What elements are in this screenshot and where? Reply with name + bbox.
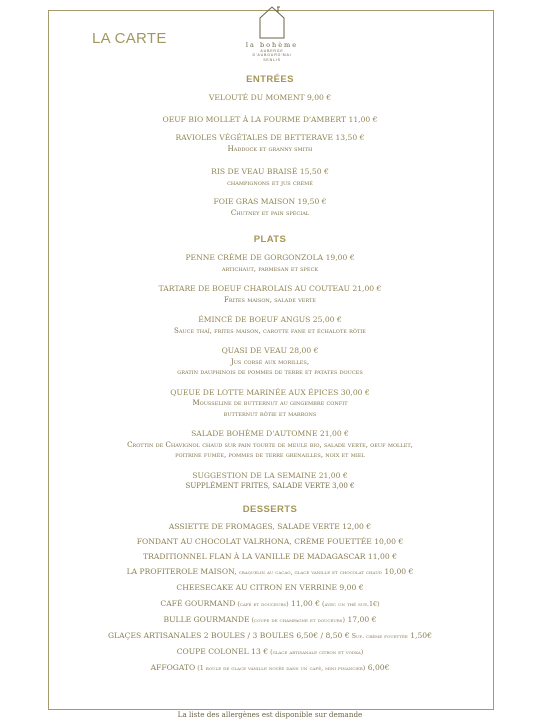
menu-item xyxy=(0,471,540,492)
section-title-desserts: DESSERTS xyxy=(242,503,298,515)
dessert-name: GLAÇES ARTISANALES 2 BOULES / 3 BOULES 6,50€ / 8,50 € xyxy=(108,630,350,640)
menu-item-description: Chutney et pain spécial xyxy=(230,208,310,217)
dessert-price: 1,50€ xyxy=(407,630,432,640)
dessert-name: CAFÉ GOURMAND xyxy=(160,598,236,608)
logo-city: SENLIS xyxy=(263,57,281,62)
menu-item-name: QUEUE DE LOTTE MARINÉE AUX ÉPICES 30,00 € xyxy=(170,387,370,397)
dessert-item xyxy=(0,660,540,676)
menu-item xyxy=(0,429,540,461)
menu-item-name: FOIE GRAS MAISON 19,50 € xyxy=(213,197,327,206)
logo-name: la bohème xyxy=(245,41,299,49)
menu-item xyxy=(0,346,540,378)
dessert-name: BULLE GOURMANDE xyxy=(163,614,250,624)
menu-item-name: ÉMINCÉ DE BOEUF ANGUS 25,00 € xyxy=(198,315,342,324)
menu-item xyxy=(0,167,540,188)
dessert-item xyxy=(0,596,540,612)
dessert-item xyxy=(0,519,540,534)
dessert-price: 10,00 € xyxy=(381,567,414,577)
dessert-price: 17,00 € xyxy=(345,614,377,624)
dessert-item xyxy=(0,612,540,628)
menu-item-description: butternut rôtie et marrons xyxy=(223,409,317,418)
menu-content xyxy=(0,70,540,677)
menu-item-description: Haddock et granny smith xyxy=(227,144,313,153)
dessert-name: TRADITIONNEL FLAN À LA VANILLE DE MADAGASCAR 11,00 € xyxy=(143,551,397,561)
menu-item-description: champignons et jus crémé xyxy=(227,178,313,187)
plats-list xyxy=(0,253,540,492)
menu-item xyxy=(0,253,540,274)
dessert-detail: (1 boule de glace vanille noyée dans un café, mini financier) xyxy=(195,664,366,673)
dessert-detail: (glace artisanale citron et vodka) xyxy=(268,648,364,657)
house-icon xyxy=(257,4,287,40)
menu-item-description: Crottin de Chavignol chaud sur pain tourte de meule bio, salade verte, oeuf mollet, xyxy=(127,440,413,449)
menu-item-description: Frites maison, salade verte xyxy=(223,295,317,304)
dessert-item xyxy=(0,644,540,660)
dessert-detail: (coupe de champagne et douceurs) xyxy=(249,615,346,624)
menu-item xyxy=(0,284,540,305)
desserts-list xyxy=(0,519,540,677)
menu-item-description: Sauce thaï, frites maison, carotte fane et échalote rôtie xyxy=(174,326,366,335)
dessert-name: ASSIETTE DE FROMAGES, SALADE VERTE 12,00 € xyxy=(168,521,372,531)
dessert-name: CHEESECAKE AU CITRON EN VERRINE 9,00 € xyxy=(176,583,364,593)
menu-item-name: SALADE BOHÈME D'AUTOMNE 21,00 € xyxy=(191,429,349,438)
allergen-note: La liste des allergènes est disponible sur demande xyxy=(177,710,363,719)
menu-item-name: PENNE CRÈME DE GORGONZOLA 19,00 € xyxy=(185,253,355,262)
menu-item xyxy=(0,115,540,126)
entrees-list xyxy=(0,93,540,218)
logo-subtitle: AUBERGE D'AUBOURG'MAI xyxy=(252,49,292,58)
dessert-item xyxy=(0,628,540,644)
menu-item-name: VELOUTÉ DU MOMENT 9,00 € xyxy=(208,93,332,102)
dessert-item xyxy=(0,564,540,580)
dessert-item xyxy=(0,534,540,549)
dessert-detail: Sup. crème fouettée xyxy=(349,631,408,640)
dessert-name: COUPE COLONEL 13 € xyxy=(176,647,269,657)
menu-item-description: gratin dauphinois de pommes de terre et patates douces xyxy=(177,368,363,376)
menu-item-name: QUASI DE VEAU 28,00 € xyxy=(221,346,319,355)
page-title: LA CARTE xyxy=(92,30,167,47)
dessert-item xyxy=(0,580,540,595)
menu-item xyxy=(0,197,540,218)
menu-item-name: RIS DE VEAU BRAISÉ 15,50 € xyxy=(211,167,329,176)
logo xyxy=(244,4,300,66)
menu-item-name: TARTARE DE BOEUF CHAROLAIS AU COUTEAU 21,00 € xyxy=(158,284,382,293)
menu-item xyxy=(0,93,540,104)
dessert-item xyxy=(0,549,540,564)
dessert-detail: (café et douceurs) xyxy=(235,599,289,608)
menu-item-description: artichaut, parmesan et speck xyxy=(221,264,319,273)
menu-item xyxy=(0,315,540,336)
menu-item xyxy=(0,388,540,420)
dessert-price: 11,00 € xyxy=(288,598,320,608)
dessert-detail: craquelin au cacao, glace vanille et chocolat chaud xyxy=(236,568,382,577)
menu-item xyxy=(0,133,540,154)
dessert-price: 6,00€ xyxy=(365,663,390,673)
dessert-name: LA PROFITEROLE MAISON, xyxy=(126,567,237,577)
section-title-plats: PLATS xyxy=(253,234,287,245)
dessert-name: FONDANT AU CHOCOLAT VALRHONA, CRÈME FOUETTÉE 10,00 € xyxy=(136,536,404,546)
menu-item-name: OEUF BIO MOLLET À LA FOURME D'AMBERT 11,00 € xyxy=(162,114,378,124)
section-title-entrees: ENTRÉES xyxy=(246,74,294,85)
dessert-name: AFFOGATO xyxy=(150,663,196,673)
menu-item-description: Jus corsé aux morilles, xyxy=(230,357,310,366)
menu-item-description: Mousseline de butternut au gingembre confit xyxy=(192,399,348,407)
dessert-extra: (avec un thé sup.1€) xyxy=(320,599,380,608)
menu-item-name: SUGGESTION DE LA SEMAINE 21,00 € xyxy=(192,470,348,480)
menu-item-description: SUPPLÉMENT FRITES, SALADE VERTE 3,00 € xyxy=(185,482,355,490)
menu-item-description: poitrine fumée, pommes de terre grenailles, noix et miel xyxy=(175,451,365,459)
menu-item-name: RAVIOLES VÉGÉTALES DE BETTERAVE 13,50 € xyxy=(175,133,365,142)
